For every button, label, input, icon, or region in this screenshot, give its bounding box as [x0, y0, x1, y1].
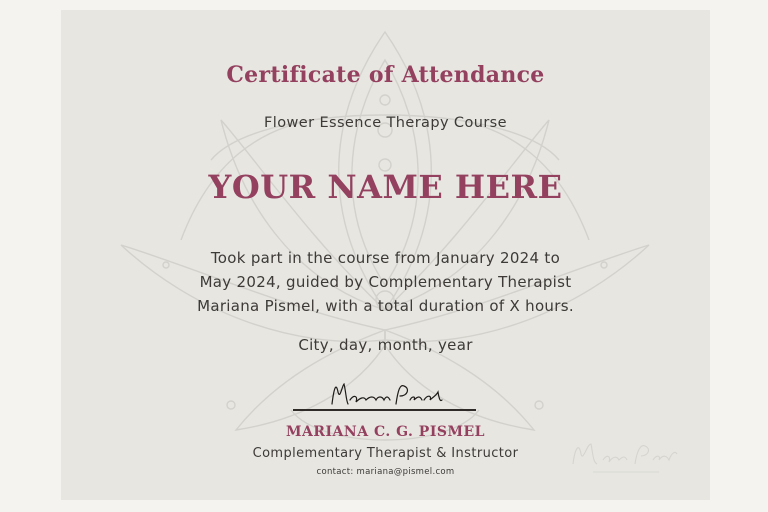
signature-line [293, 409, 476, 411]
signer-name: MARIANA C. G. PISMEL [286, 424, 485, 440]
place-date: City, day, month, year [298, 336, 473, 354]
course-name: Flower Essence Therapy Course [264, 115, 507, 131]
signer-role: Complementary Therapist & Instructor [252, 446, 519, 461]
contact-email: contact: mariana@pismel.com [316, 467, 455, 477]
course-description [61, 246, 710, 318]
recipient-name: YOUR NAME HERE [208, 168, 563, 206]
certificate-title: Certificate of Attendance [226, 62, 545, 88]
handwritten-signature [324, 378, 446, 410]
logo-watermark [563, 434, 685, 478]
description-line: May 2024, guided by Complementary Therapist [199, 273, 572, 291]
description-line: Took part in the course from January 2024 to [210, 249, 561, 267]
description-line: Mariana Pismel, with a total duration of X hours. [197, 297, 574, 315]
certificate-card [61, 10, 710, 500]
